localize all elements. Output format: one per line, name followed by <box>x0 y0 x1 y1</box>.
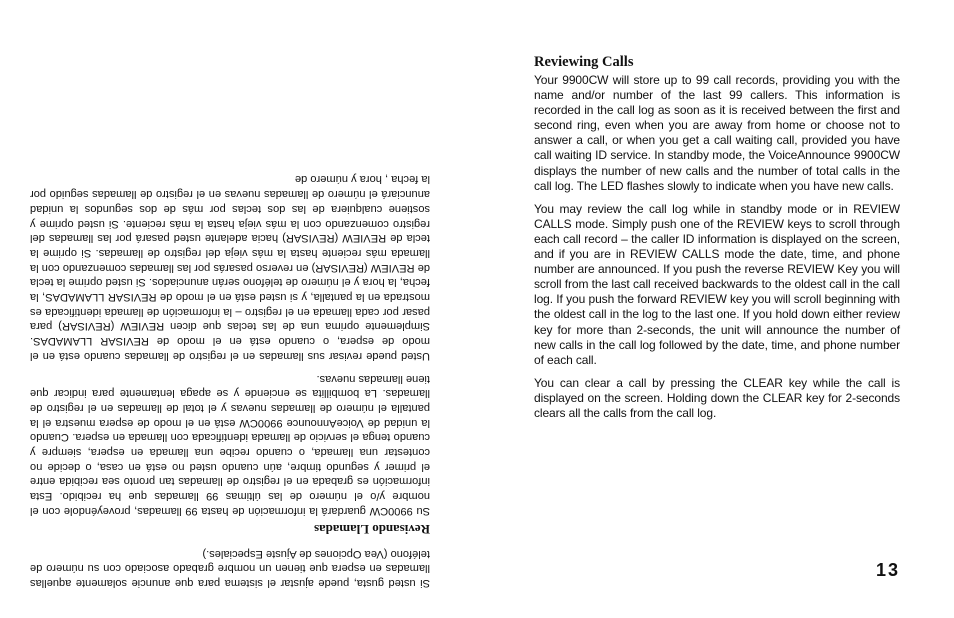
spanish-page-content <box>30 164 430 590</box>
spanish-paragraph-2: Usted puede revisar sus llamadas en el registro de llamadas cuando está en el modo de espera, o cuando está en el modo de REVISAR LLAMADAS. Simplemente oprima una de las teclas que dicen REVIEW (REVISAR) para pasar por cada llamada en el registro – la información de llamada identificada es mostrada en la pantalla, y si usted está en el modo de REVISAR LLAMADAS, la fecha, la hora y el número de teléfono serán anunciados. Si usted oprime la tecla de REVIEW (REVISAR) en reverso pasarás por las llamadas comenzando con la llamada más reciente hasta la más vieja del registro de llamadas. Si oprime la tecla de REVIEW (REVISAR) hacia adelante usted pasará por las llamadas del registro comenzando con la más vieja hasta la más reciente. Si usted oprime y sostiene cualquiera de las dos teclas por más de dos segundos la unidad anunciará el número de llamadas nuevas en el registro de llamadas seguido por la fecha , hora y número de <box>30 173 430 362</box>
spanish-intro-paragraph: Si usted gusta, puede ajustar el sistema para que anuncie solamente aquellas llamadas en espera que tienen un nombre grabado asociado con su número de teléfono (Vea Opciones de Ajuste Especiales.) <box>30 547 430 589</box>
english-page-number: 13 <box>876 560 901 580</box>
english-section-heading: Reviewing Calls <box>534 54 634 70</box>
english-paragraph-3: You can clear a call by pressing the CLEAR key while the call is displayed on the screen. Holding down the CLEAR key for 2-seconds clears all the calls from the call log. <box>534 375 900 420</box>
spanish-section-heading: Revisando Llamadas <box>314 521 430 537</box>
english-paragraph-1: Your 9900CW will store up to 99 call records, providing you with the name and/or number of the last 99 callers. This information is recorded in the call log as soon as it is received between the first and second ring, even when you are away from home or choose not to answer a call, or when you get a call waiting call, provided you have call waiting ID service. In standby mode, the VoiceAnnounce 9900CW displays the number of new calls and the number of total calls in the call log. The LED flashes slowly to indicate when you have new calls. <box>534 73 900 193</box>
spanish-page-upside-down <box>28 28 430 590</box>
english-page <box>534 54 900 429</box>
spanish-paragraph-1: Su 9900CW guardará la información de hasta 99 llamadas, proveyéndole con el nombre y/o el número de las últimas 99 llamadas que ha recibido. Esta información es grabada en el registro de llamadas tan pronto sea recibida entre el primer y segundo timbre, aún cuando usted no está en casa, o decide no contestar una llamada, o cuando recibe una llamada en espera, siempre y cuando tenga el servicio de llamada identificada con llamada en espera. Cuando la unidad de VoiceAnnounce 9900CW está en el modo de espera muestra el la pantalla el número de llamadas nuevas y el total de llamadas en el registro de llamadas. La bombillita se enciende y se apaga lentamente para indicar que tiene llamadas nuevas. <box>30 372 430 517</box>
english-paragraph-2: You may review the call log while in standby mode or in REVIEW CALLS mode. Simply push one of the REVIEW keys to scroll through each call record – the caller ID information is displayed on the screen, and if you are in REVIEW CALLS mode the date, time, and phone number are announced. If you push the reverse REVIEW Key you will scroll from the last call received backwards to the oldest call in the call log. If you push the forward REVIEW key you will scroll beginning with the oldest call in the log to the last one. If you hold down either review key for more than 2-seconds, the unit will announce the number of new calls in the call log followed by the date, time, and phone number of each call. <box>534 201 900 367</box>
